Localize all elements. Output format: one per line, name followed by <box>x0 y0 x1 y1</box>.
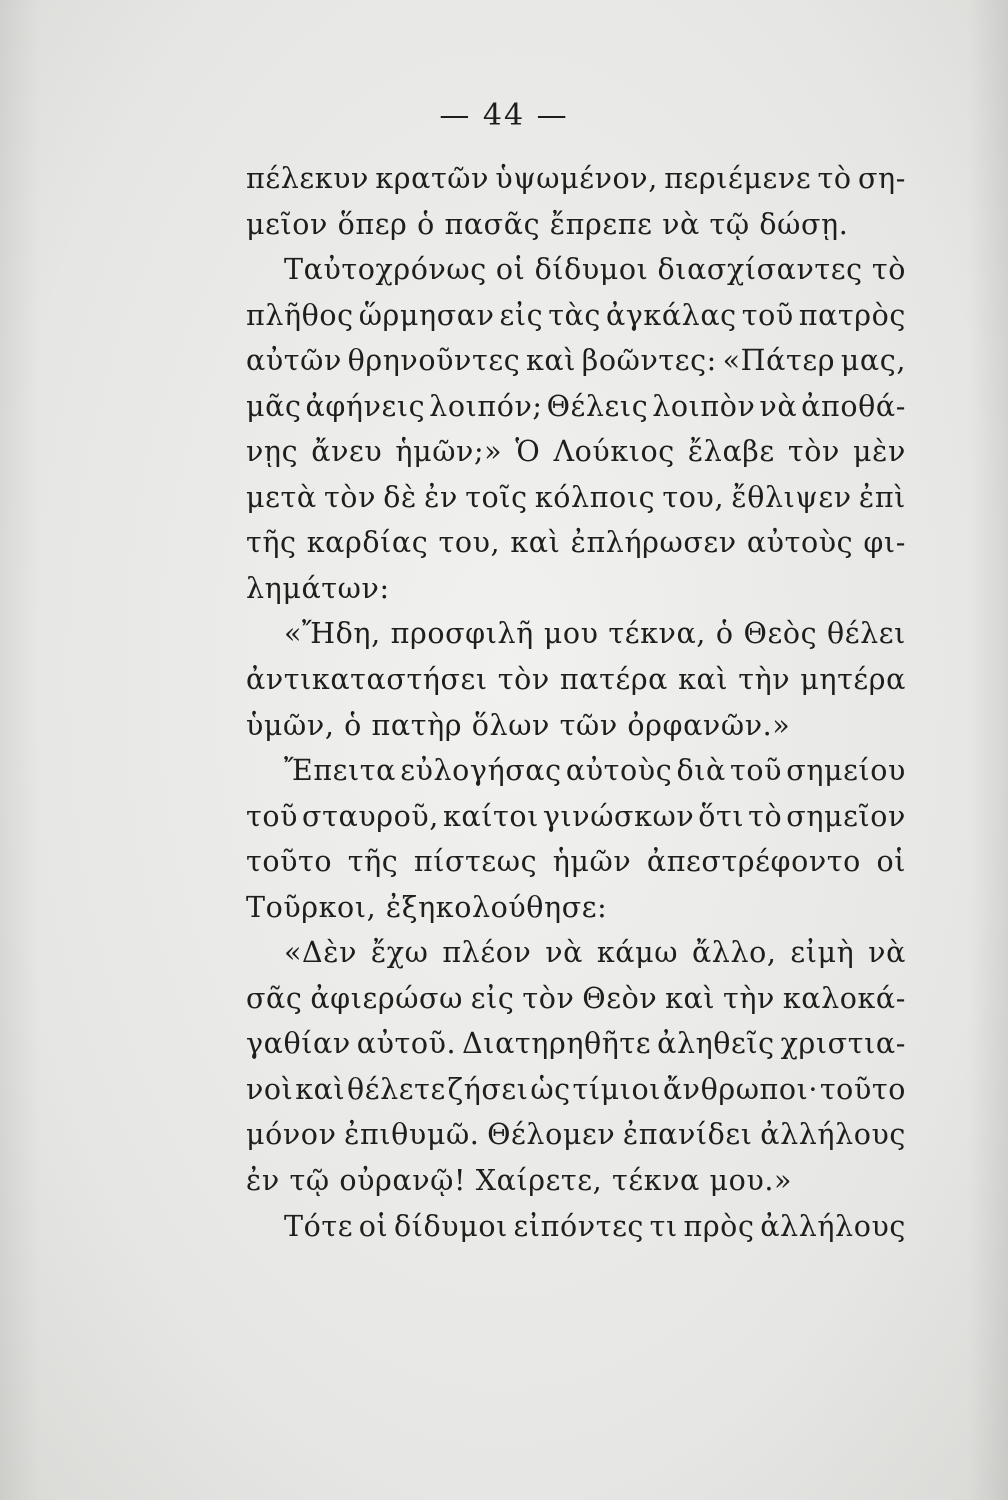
word: καλοκά- <box>782 981 906 1015</box>
word: ἐπιθυμῶ. <box>344 1118 480 1152</box>
word: βοῶντες: <box>581 344 717 378</box>
word: ἔθλιψεν <box>731 480 852 514</box>
word: σταυροῦ, <box>302 799 439 833</box>
word: οἱ <box>876 845 906 879</box>
word: πατρὸς <box>798 298 906 332</box>
word: τοῦτο <box>246 845 333 879</box>
word: αὐτῶν <box>246 344 342 378</box>
word: ἡμῶν <box>552 845 632 879</box>
page-edge-shadow-left <box>0 0 40 1500</box>
word: τῆς <box>347 845 399 879</box>
word: ἀλλήλους <box>760 1209 906 1243</box>
word: Θέλεις <box>546 389 649 423</box>
word: ἐπὶ <box>858 480 906 514</box>
word: διὰ <box>676 754 726 788</box>
word: τοῦ <box>246 799 299 833</box>
word: τὸ <box>748 799 783 833</box>
text-line <box>246 839 906 885</box>
word: ὥρμησαν <box>358 298 495 332</box>
word: ἄνευ <box>311 435 383 469</box>
word: μητέρα <box>800 663 906 697</box>
text-line: Τοῦρκοι, ἐξηκολούθησε: <box>246 890 608 924</box>
word: Διατηρηθῆτε <box>462 1027 652 1061</box>
word: καὶ <box>510 526 561 560</box>
word: γινώσκων <box>542 799 695 833</box>
word: ση- <box>857 162 906 195</box>
word: τὸν <box>323 480 376 514</box>
word: ἄνθρωποι· <box>662 1072 819 1106</box>
word: τέκνα, <box>608 617 706 651</box>
page-edge-shadow-right <box>968 0 1008 1500</box>
word: ἀφιερώσω <box>310 981 463 1015</box>
word: σᾶς <box>246 981 303 1015</box>
word: «Δὲν <box>284 936 358 970</box>
word: Θεὸς <box>743 617 818 651</box>
word: μετὰ <box>246 480 317 514</box>
word: τὸ <box>871 253 906 287</box>
word: καρδίας <box>306 526 429 560</box>
word: θρηνοῦντες <box>347 344 521 378</box>
word: ἔχω <box>370 936 429 970</box>
word: τοῦτο <box>819 1072 906 1106</box>
word: καὶ <box>678 663 729 697</box>
word: ὅτι <box>698 799 745 833</box>
text-line: λημάτων: <box>246 571 390 605</box>
text-line <box>246 1112 906 1158</box>
word: ἐν <box>424 480 458 514</box>
word: ζήσει <box>447 1072 529 1106</box>
text-line <box>246 293 906 339</box>
word: διασχίσαντες <box>657 253 863 287</box>
word: Λούκιος <box>553 435 675 469</box>
page-number: — 44 — <box>439 98 569 133</box>
word: κόλποις <box>534 480 656 514</box>
word: σημείου <box>786 754 906 788</box>
word: οἱ <box>358 1209 389 1243</box>
word: μᾶς <box>246 389 302 423</box>
word: δίδυμοι <box>534 253 649 287</box>
word: ὁ <box>715 617 734 651</box>
word: εἰπόντες <box>513 1209 644 1243</box>
word: ἀγκάλας <box>605 298 737 332</box>
word: δὲ <box>383 480 417 514</box>
text-line <box>246 748 906 794</box>
word: ἄλλο, <box>691 936 777 970</box>
word: τίμιοι <box>572 1072 662 1106</box>
word: του, <box>438 526 501 560</box>
word: καίτοι <box>442 799 539 833</box>
text-line <box>246 930 906 976</box>
word: πλέον <box>442 936 532 970</box>
word: κρατῶν <box>375 162 490 195</box>
word: Ταὐτοχρόνως <box>284 253 487 287</box>
word: εἰμὴ <box>790 936 855 970</box>
word: ἐπανίδει <box>622 1118 753 1152</box>
word: Ἔπειτα <box>284 754 397 788</box>
word: εὐλογήσας <box>400 754 562 788</box>
word: εἰς <box>470 981 515 1015</box>
text-line <box>246 976 906 1022</box>
word: καὶ <box>295 1072 346 1106</box>
word: Θεὸν <box>582 981 658 1015</box>
word: λοιπὸν <box>652 389 756 423</box>
word: Ὁ <box>515 435 541 469</box>
word: αὐτοῦ. <box>356 1027 457 1061</box>
word: μόνον <box>246 1118 337 1152</box>
word: τῆς <box>246 526 297 560</box>
text-line <box>246 520 906 566</box>
word: καὶ <box>526 344 577 378</box>
word: πέλεκυν <box>246 162 369 195</box>
text-line <box>246 384 906 430</box>
word: Τότε <box>284 1209 354 1243</box>
word: ἀποθά- <box>801 389 906 423</box>
word: ἐπλήρωσεν <box>570 526 737 560</box>
word: μου <box>543 617 599 651</box>
text-line <box>246 1067 906 1113</box>
word: ἔλαβε <box>687 435 775 469</box>
text-line <box>246 429 906 475</box>
text-line <box>246 1204 906 1250</box>
word: τὸν <box>497 663 550 697</box>
word: τὰς <box>548 298 601 332</box>
word: θέλετε <box>347 1072 446 1106</box>
word: περιέμενε <box>664 162 812 195</box>
word: πρὸς <box>683 1209 755 1243</box>
word: προσφιλῆ <box>390 617 534 651</box>
text-line <box>246 611 906 657</box>
word: ἀφήνεις <box>305 389 426 423</box>
text-line <box>246 1021 906 1067</box>
word: νοὶ <box>246 1072 294 1106</box>
text-line <box>246 657 906 703</box>
word: φι- <box>863 526 906 560</box>
word: ἀπεστρέφοντο <box>646 845 861 879</box>
word: τὸν <box>522 981 575 1015</box>
word: λοιπόν; <box>429 389 543 423</box>
word: νῃς <box>246 435 299 469</box>
word: τὴν <box>723 981 775 1015</box>
word: θέλει <box>827 617 906 651</box>
word: νὰ <box>759 389 798 423</box>
text-line <box>246 475 906 521</box>
text-line: μεῖον ὅπερ ὁ πασᾶς ἔπρεπε νὰ τῷ δώσῃ. <box>246 207 849 241</box>
word: τὸν <box>787 435 840 469</box>
word: χριστια- <box>780 1027 906 1061</box>
text-line: ἐν τῷ οὐρανῷ! Χαίρετε, τέκνα μου.» <box>246 1164 793 1198</box>
word: νὰ <box>545 936 584 970</box>
word: ἡμῶν;» <box>395 435 503 469</box>
word: τὴν <box>738 663 791 697</box>
word: πλῆθος <box>246 298 354 332</box>
word: μὲν <box>852 435 906 469</box>
word: τοῖς <box>465 480 528 514</box>
word: ὑψωμένον, <box>495 162 658 195</box>
word: κάμω <box>596 936 679 970</box>
body-text <box>246 156 906 1249</box>
word: «Πάτερ <box>722 344 836 378</box>
word: πατέρα <box>559 663 669 697</box>
word: Θέλομεν <box>487 1118 616 1152</box>
word: ὡς <box>530 1072 571 1106</box>
word: αὐτοὺς <box>746 526 854 560</box>
word: εἰς <box>499 298 544 332</box>
word: μας, <box>840 344 906 378</box>
word: πίστεως <box>413 845 538 879</box>
text-line <box>246 794 906 840</box>
word: ἀλλήλους <box>760 1118 906 1152</box>
word: σημεῖον <box>786 799 906 833</box>
word: οἱ <box>495 253 526 287</box>
word: αὐτοὺς <box>565 754 673 788</box>
word: τι <box>649 1209 678 1243</box>
word: γαθίαν <box>246 1027 351 1061</box>
text-line: ὑμῶν, ὁ πατὴρ ὅλων τῶν ὀρφανῶν.» <box>246 708 791 742</box>
word: ἀντικαταστήσει <box>246 663 488 697</box>
word: νὰ <box>868 936 906 970</box>
text-line <box>246 156 906 202</box>
word: ἀληθεῖς <box>657 1027 775 1061</box>
word: καὶ <box>665 981 716 1015</box>
word: τοῦ <box>741 298 794 332</box>
word: τὸ <box>817 162 852 195</box>
word: δίδυμοι <box>394 1209 508 1243</box>
text-line <box>246 247 906 293</box>
text-line <box>246 338 906 384</box>
word: τοῦ <box>730 754 783 788</box>
word: «Ἤδη, <box>284 617 381 651</box>
word: του, <box>662 480 725 514</box>
